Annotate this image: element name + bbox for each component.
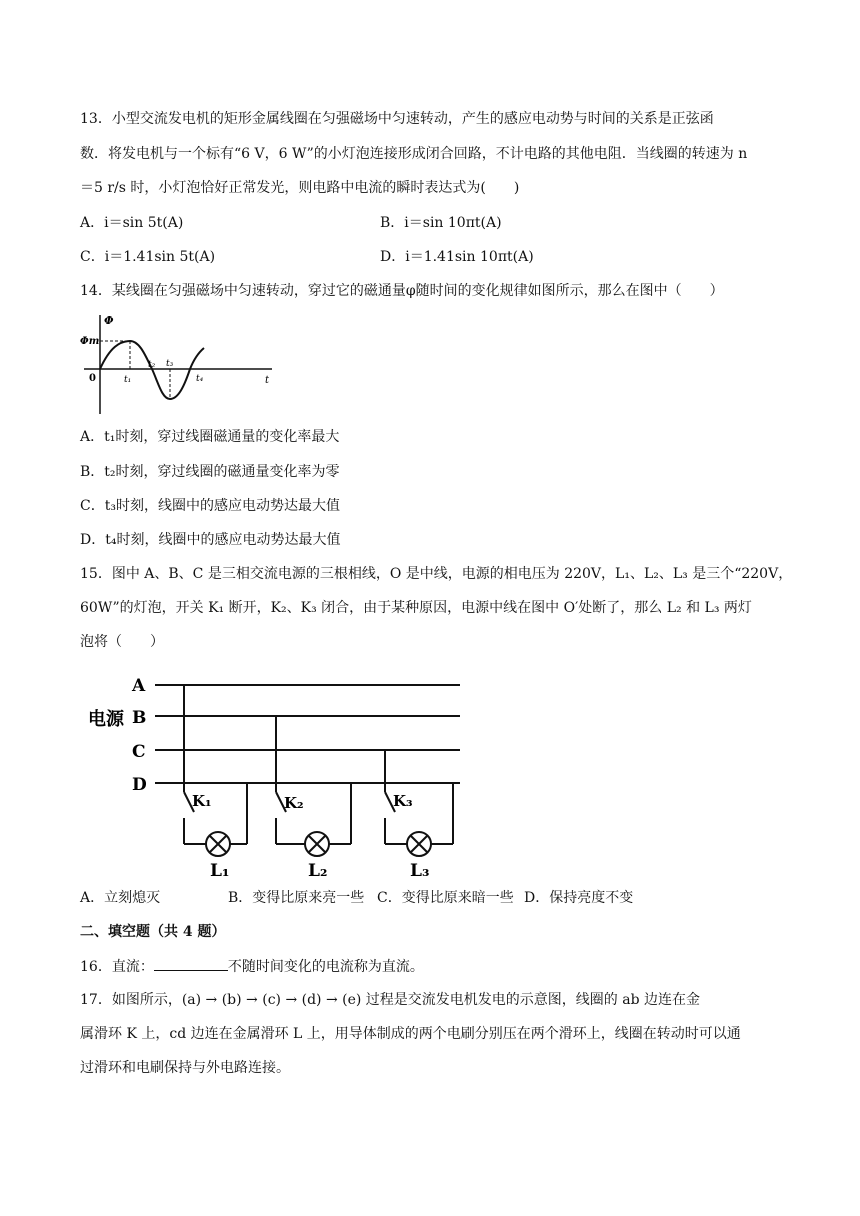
q15-line1: 15．图中 A、B、C 是三相交流电源的三根相线，O 是中线，电源的相电压为 220V，L₁、L₂、L₃ 是三个“220V， xyxy=(80,566,793,582)
graph-phim-label: Φm xyxy=(80,336,100,347)
graph-t4-label: t₄ xyxy=(196,374,204,384)
three-phase-circuit xyxy=(80,668,470,884)
q13-line3: ＝5 r/s 时，小灯泡恰好正常发光，则电路中电流的瞬时表达式为( ) xyxy=(80,180,520,196)
q17-line2: 属滑环 K 上，cd 边连在金属滑环 L 上，用导体制成的两个电刷分别压在两个滑环上，线圈在转动时可以通 xyxy=(80,1026,741,1042)
q15-line3: 泡将（ ） xyxy=(80,634,164,650)
q13-line1: 13．小型交流发电机的矩形金属线圈在匀强磁场中匀速转动，产生的感应电动势与时间的关系是正弦函 xyxy=(80,111,714,127)
label-k1: K₁ xyxy=(192,792,212,810)
label-k3: K₃ xyxy=(393,792,413,810)
q13-option-b: B．i＝sin 10πt(A) xyxy=(380,215,502,231)
graph-t1-label: t₁ xyxy=(124,375,132,385)
q13-option-d: D．i＝1.41sin 10πt(A) xyxy=(380,249,534,265)
q16 xyxy=(80,956,424,977)
q16-prefix: 16．直流： xyxy=(80,959,154,975)
q15-option-c: C．变得比原来暗一些 xyxy=(377,890,514,906)
q17-line1: 17．如图所示，(a) → (b) → (c) → (d) → (e) 过程是交流发电机发电的示意图，线圈的 ab 边连在金 xyxy=(80,992,701,1008)
label-l1: L₁ xyxy=(210,861,230,881)
q16-suffix: 不随时间变化的电流称为直流。 xyxy=(227,959,424,975)
section-heading: 二、填空题（共 4 题） xyxy=(80,924,226,940)
q16-blank xyxy=(154,956,228,971)
q13-line2: 数．将发电机与一个标有“6 V，6 W”的小灯泡连接形成闭合回路，不计电路的其他电阻．当线圈的转速为 n xyxy=(80,146,748,162)
label-source: 电源 xyxy=(88,709,124,730)
q13-option-c: C．i＝1.41sin 5t(A) xyxy=(80,249,216,265)
q14-stem: 14．某线圈在匀强磁场中匀速转动，穿过它的磁通量φ随时间的变化规律如图所示，那么在图中（ ） xyxy=(80,283,724,299)
flux-curve xyxy=(100,341,204,399)
label-l2: L₂ xyxy=(308,861,328,881)
label-line-d: D xyxy=(132,775,147,795)
flux-time-graph xyxy=(80,312,280,417)
label-l3: L₃ xyxy=(410,861,430,881)
q15-line2: 60W”的灯泡，开关 K₁ 断开，K₂、K₃ 闭合，由于某种原因，电源中线在图中 O′处断了，那么 L₂ 和 L₃ 两灯 xyxy=(80,600,752,616)
q15-option-a: A．立刻熄灭 xyxy=(80,890,161,906)
q14-option-d: D．t₄时刻，线圈中的感应电动势达最大值 xyxy=(80,532,341,548)
graph-origin-label: 0 xyxy=(89,373,96,384)
q13-option-a: A．i＝sin 5t(A) xyxy=(80,215,184,231)
label-line-a: A xyxy=(132,676,146,696)
q14-option-a: A．t₁时刻，穿过线圈磁通量的变化率最大 xyxy=(80,429,340,445)
graph-t2-label: t₂ xyxy=(148,360,156,370)
q14-option-c: C．t₃时刻，线圈中的感应电动势达最大值 xyxy=(80,498,340,514)
graph-t3-label: t₃ xyxy=(166,359,174,369)
q15-option-d: D．保持亮度不变 xyxy=(524,890,634,906)
q17-line3: 过滑环和电刷保持与外电路连接。 xyxy=(80,1060,290,1076)
graph-t-label: t xyxy=(265,375,270,386)
graph-phi-label: Φ xyxy=(104,314,114,327)
label-k2: K₂ xyxy=(284,794,304,812)
label-line-b: B xyxy=(132,708,147,728)
q14-option-b: B．t₂时刻，穿过线圈的磁通量变化率为零 xyxy=(80,464,340,480)
q15-option-b: B．变得比原来亮一些 xyxy=(228,890,365,906)
label-line-c: C xyxy=(132,742,146,762)
